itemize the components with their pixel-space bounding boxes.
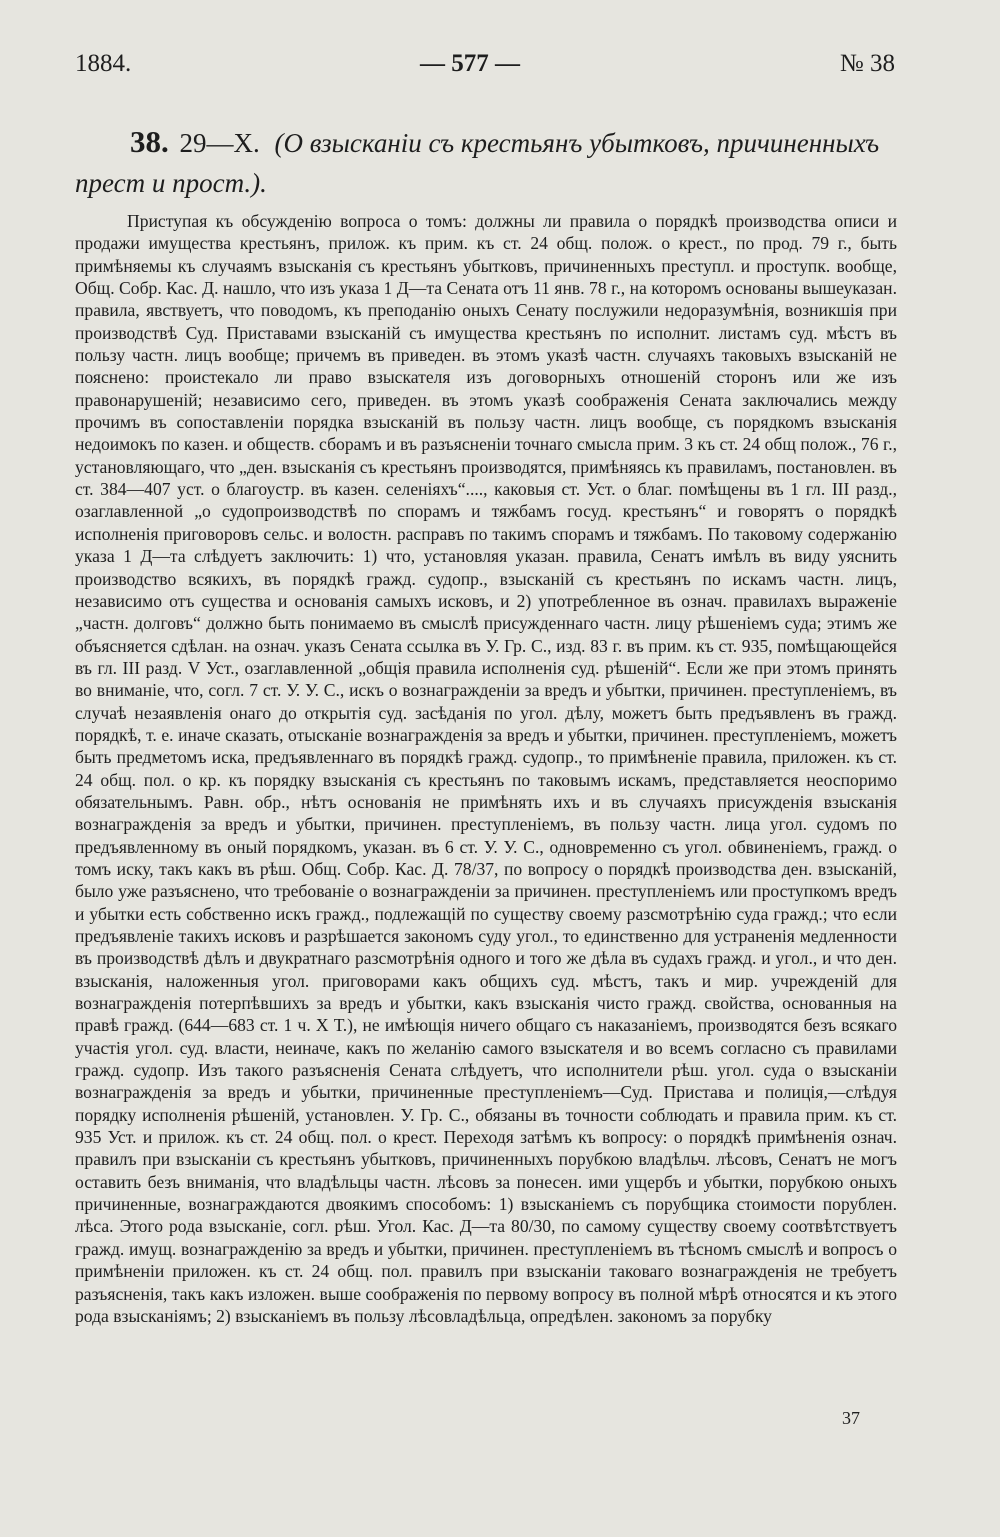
issue-number: № 38 [839, 50, 895, 77]
body-paragraph: Приступая къ обсужденію вопроса о томъ: должны ли правила о порядкѣ производства описи и продажи имущества крестьянъ, прилож. къ прим. къ ст. 24 общ. полож. о крест., по прод. 79 г., быть примѣняемы къ случаямъ взысканія съ крестьянъ убытковъ, причиненныхъ преступл. и проступк. вообще, Общ. Собр. Кас. Д. нашло, что изъ указа 1 Д—та Сената отъ 11 янв. 78 г., на которомъ основаны вышеуказан. правила, явствуетъ, что поводомъ, къ преподанію оныхъ Сенату послужили недоразумѣнія, возникшія при производствѣ Суд. Приставами взысканій съ имущества крестьянъ по исполнит. листамъ суд. мѣстъ въ пользу частн. лицъ вообще; причемъ въ приведен. въ этомъ указѣ частн. случаяхъ таковыхъ взысканій не пояснено: проистекало ли право взыскателя изъ договорныхъ отношеній сторонъ или же изъ правонарушеній; независимо сего, приведен. въ этомъ указѣ соображенія Сената заключались между прочимъ въ сопоставленіи порядка взысканій въ пользу частн. лицъ вообще, съ порядкомъ взысканія недоимокъ по казен. и обществ. сборамъ и въ разъясненіи точнаго смысла прим. 3 къ ст. 24 общ полож., 76 г., установляющаго, что „ден. взысканія съ крестьянъ производятся, примѣняясь къ правиламъ, постановлен. въ ст. 384—407 уст. о благоустр. въ казен. селеніяхъ“...., каковыя ст. Уст. о благ. помѣщены въ 1 гл. III разд., озаглавленной „о судопроизводствѣ по спорамъ и тяжбамъ госуд. крестьянъ“ и говорятъ о порядкѣ исполненія приговоровъ сельс. и волостн. расправъ по такимъ спорамъ и тяжбамъ. По таковому содержанію указа 1 Д—та слѣдуетъ заключить: 1) что, установляя указан. правила, Сенатъ имѣлъ въ виду уяснить производство всякихъ, въ порядкѣ гражд. судопр., взысканій съ крестьянъ по искамъ частн. лицъ, независимо отъ существа и основанія самыхъ исковъ, и 2) употребленное въ означ. правилахъ выраженіе „частн. долговъ“ должно быть понимаемо въ смыслѣ присужденнаго частн. лицу рѣшеніемъ суда; этимъ же объясняется сдѣлан. на означ. указъ Сената ссылка въ У. Гр. С., изд. 83 г. въ прим. къ ст. 935, помѣщающейся въ гл. III разд. V Уст., озаглавленной „общія правила исполненія суд. рѣшеній“. Если же при этомъ принять во вниманіе, что, согл. 7 ст. У. У. С., искъ о вознагражденіи за вредъ и убытки, причинен. преступленіемъ, въ случаѣ незаявленія онаго до открытія суд. засѣданія по угол. дѣлу, можетъ быть предъявленъ въ гражд. порядкѣ, т. е. иначе сказать, отысканіе вознагражденія за вредъ и убытки, причинен. преступленіемъ, можетъ быть предметомъ иска, предъявленнаго въ порядкѣ гражд. судопр., то примѣненіе правила, приложен. къ ст. 24 общ. пол. о кр. къ порядку взысканія съ крестьянъ по таковымъ искамъ, представляется неоспоримо обязательнымъ. Равн. обр., нѣтъ основанія не примѣнять ихъ и въ случаяхъ присужденія взысканія вознагражденія за вредъ и убытки, причинен. преступленіемъ, въ пользу частн. лица угол. судомъ по предъявленному въ оный порядкомъ, указан. въ 6 ст. У. У. С., одновременно съ угол. обвиненіемъ, гражд. о томъ иску, такъ какъ въ рѣш. Общ. Собр. Кас. Д. 78/37, по вопросу о порядкѣ производства ден. взысканій, было уже разъяснено, что требованіе о вознагражденіи за причинен. преступленіемъ или проступкомъ вредъ и убытки есть собственно искъ гражд., подлежащій по существу своему разсмотрѣнію суда гражд.; что если предъявленіе такихъ исковъ и разрѣшается закономъ суду угол., то единственно для устраненія медленности въ производствѣ дѣлъ и двукратнаго разсмотрѣнія одного и того же дѣла въ судахъ гражд. и угол., и что ден. взысканія, наложенныя угол. приговорами какъ общихъ суд. мѣстъ, такъ и мир. учрежденій для вознагражденія потерпѣвшихъ за вредъ и убытки, какъ взысканія чисто гражд. свойства, основанныя на правѣ гражд. (644—683 ст. 1 ч. X Т.), не имѣющія ничего общаго съ наказаніемъ, производятся безъ всякаго участія угол. суд. власти, неиначе, какъ по желанію самого взыскателя и во всемъ согласно съ правилами гражд. судопр. Изъ такого разъясненія Сената слѣдуетъ, что исполнители рѣш. угол. суда о взысканіи вознагражденія за вредъ и убытки, причиненные преступленіемъ—Суд. Пристава и полиція,—слѣдуя порядку исполненія рѣшеній, установлен. У. Гр. С., обязаны въ точности соблюдать и правила прим. къ ст. 935 Уст. и прилож. къ ст. 24 общ. пол. о крест. Переходя затѣмъ къ вопросу: о порядкѣ примѣненія означ. правилъ при взысканіи съ крестьянъ убытковъ, причиненныхъ порубкою владѣльч. лѣсовъ, Сенатъ не могъ оставить безъ вниманія, что владѣльцы частн. лѣсовъ за понесен. ими ущербъ и убытки, порубкою оныхъ причиненные, вознаграждаются двоякимъ способомъ: 1) взысканіемъ съ порубщика стоимости порублен. лѣса. Этого рода взысканіе, согл. рѣш. Угол. Кас. Д—та 80/30, по самому существу своему соотвѣтствуетъ гражд. имущ. вознагражденію за вредъ и убытки, причинен. преступленіемъ въ тѣсномъ смыслѣ и вопросъ о примѣненіи приложен. къ ст. 24 общ. пол. правилъ при взысканіи таковаго вознагражденія не требуетъ разъясненія, такъ какъ изложен. выше соображенія по первому вопросу въ полной мѣрѣ относятся и къ этого рода взысканіямъ; 2) взысканіемъ въ пользу лѣсовладѣльца, опредѣлен. закономъ за порубку [75, 211, 897, 1326]
running-head [75, 50, 895, 90]
decision-subject: (О взысканіи съ крестьянъ убытковъ, причиненныхъ прест и прост.). [75, 128, 880, 198]
page-number: — 577 — [420, 50, 520, 77]
running-head-year: 1884. [75, 50, 132, 77]
decision-number: 38. [130, 124, 169, 159]
decision-date: 29—X. [179, 128, 260, 158]
decision-heading [75, 122, 897, 203]
signature-mark: 37 [842, 1408, 860, 1428]
